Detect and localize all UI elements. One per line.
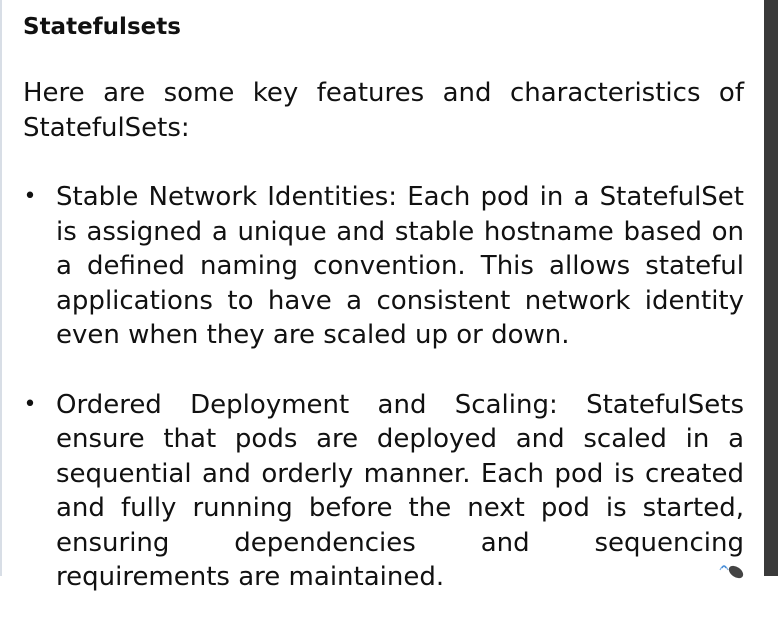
intro-paragraph: Here are some key features and characteristics of StatefulSets: [23,78,744,143]
list-item-text: Stable Network Identities: Each pod in a StatefulSet is assigned a unique and stable hostname based on a defined naming convention. This allows stateful applications to have a consistent network identity even when they are scaled up or down. [56,182,744,350]
list-item [23,180,744,353]
bullet-icon: • [23,391,37,417]
list-item-text: Ordered Deployment and Scaling: StatefulSets ensure that pods are deployed and scaled in a sequential and orderly manner. Each pod is created and fully running before the next pod is started, ensuring dependencies and sequencing requirements are maintained. [56,389,744,592]
feature-list [23,180,744,630]
page-title: Statefulsets [23,14,181,40]
bullet-icon: • [23,184,37,209]
scrollbar[interactable] [764,0,778,576]
left-border [0,0,2,576]
list-item [23,388,744,595]
cursor-pen-icon [718,556,748,576]
